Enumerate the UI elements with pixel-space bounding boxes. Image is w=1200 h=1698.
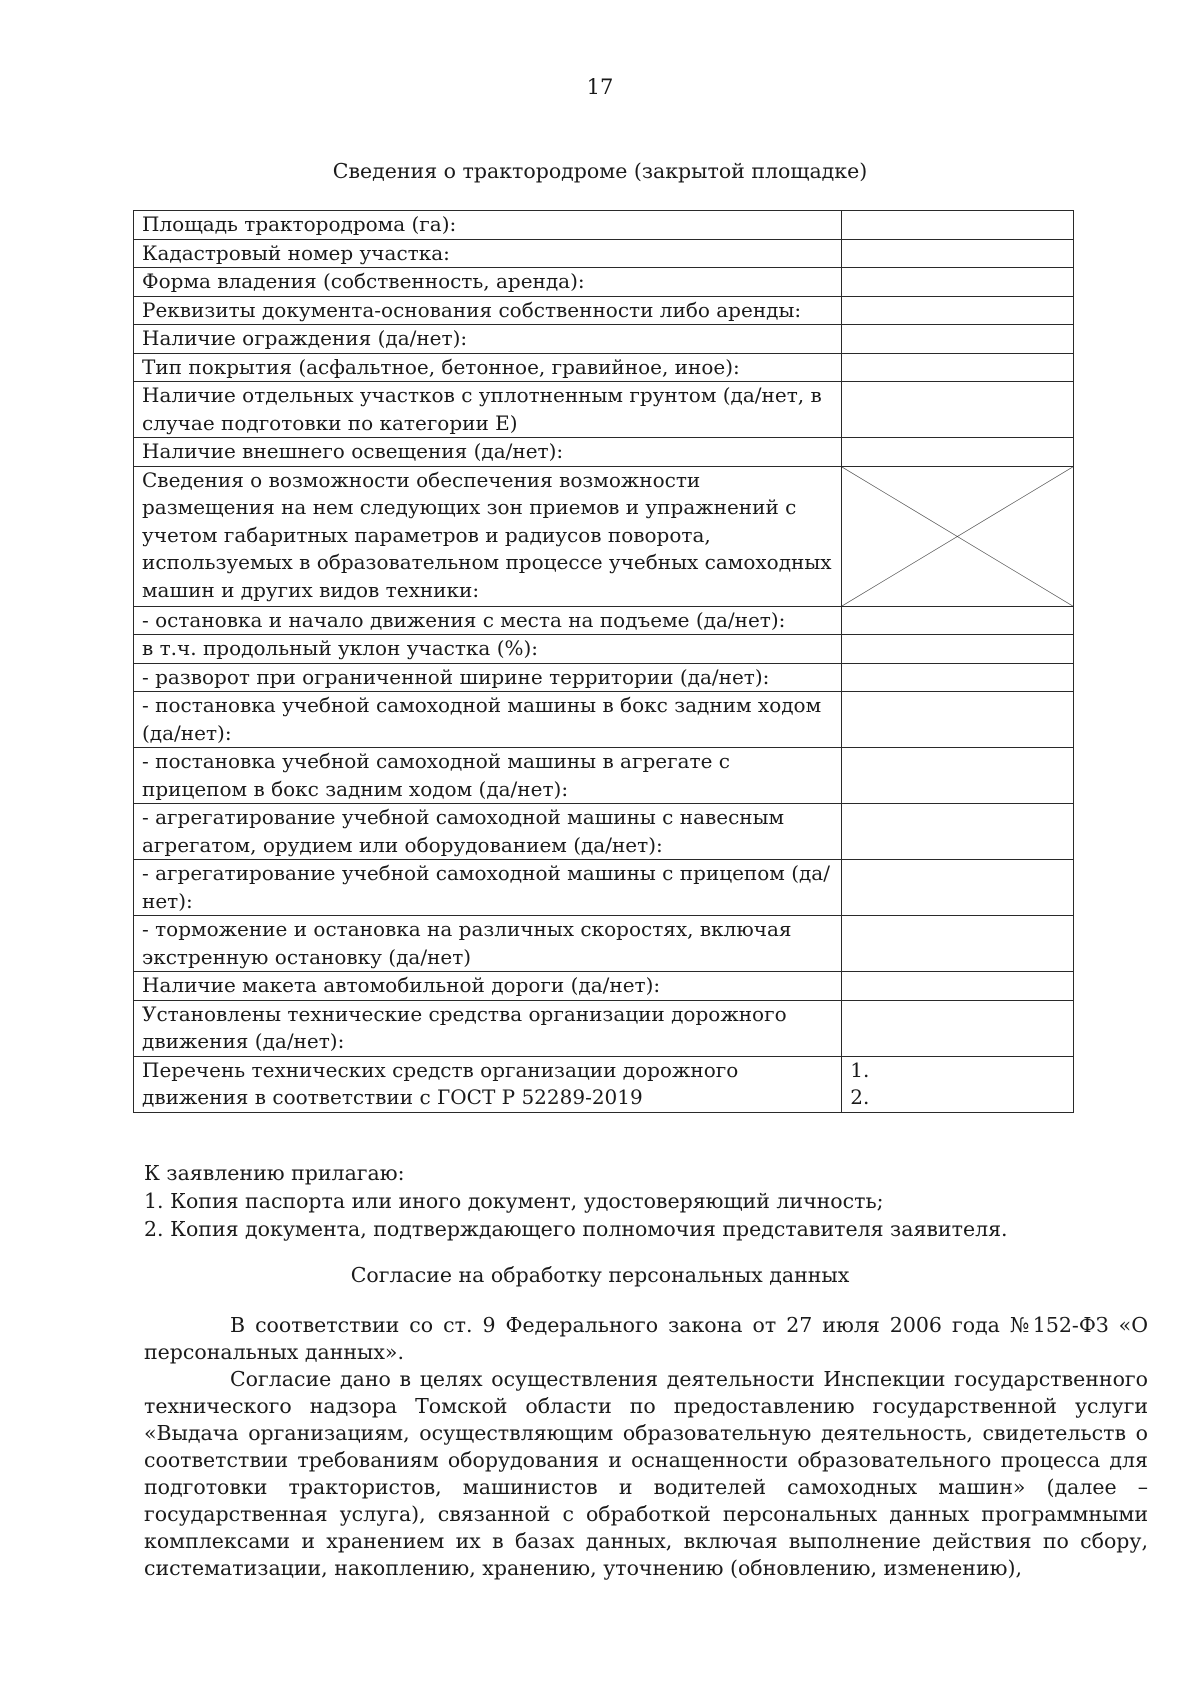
row-value-cell [842,860,1074,916]
table-title: Сведения о трактородроме (закрытой площадке) [332,159,868,183]
table-row [134,211,1074,240]
row-value-cell [842,1056,1074,1112]
table-row [134,860,1074,916]
table-row [134,438,1074,467]
row-value-cell [842,296,1074,325]
row-value-cell [842,211,1074,240]
row-value-cell [842,972,1074,1001]
table-row [134,268,1074,297]
row-label: Реквизиты документа-основания собственности либо аренды: [134,296,842,325]
row-value-cell [842,692,1074,748]
row-label: Перечень технических средств организации дорожного движения в соответствии с ГОСТ Р 52289-2019 [134,1056,842,1112]
row-label: в т.ч. продольный уклон участка (%): [134,635,842,664]
row-value-cell [842,239,1074,268]
row-value-cell [842,1000,1074,1056]
row-label: Площадь трактородрома (га): [134,211,842,240]
consent-body [144,1312,1148,1582]
row-label: Установлены технические средства организации дорожного движения (да/нет): [134,1000,842,1056]
table-row [134,296,1074,325]
row-value-cell [842,268,1074,297]
attachments-heading: К заявлению прилагаю: [144,1161,405,1185]
cross-out-mark [842,467,1073,606]
row-value-cell [842,635,1074,664]
row-label: Тип покрытия (асфальтное, бетонное, гравийное, иное): [134,353,842,382]
row-label: - агрегатирование учебной самоходной машины с навесным агрегатом, орудием или оборудованием (да/нет): [134,804,842,860]
row-label: - разворот при ограниченной ширине территории (да/нет): [134,663,842,692]
table-row [134,1056,1074,1112]
row-value-cell [842,804,1074,860]
attachments-section [144,1159,1084,1243]
table-row [134,1000,1074,1056]
attachment-item: 1. Копия паспорта или иного документ, удостоверяющий личность; [144,1189,884,1213]
row-value-cell [842,916,1074,972]
row-label: Наличие ограждения (да/нет): [134,325,842,354]
row-value-cell [842,606,1074,635]
table-row [134,382,1074,438]
page-number: 17 [586,75,614,99]
row-value-cell [842,325,1074,354]
row-label: Кадастровый номер участка: [134,239,842,268]
table-row [134,916,1074,972]
row-value-cell [842,663,1074,692]
table-row [134,239,1074,268]
table-row [134,804,1074,860]
table-row [134,353,1074,382]
consent-paragraph: Согласие дано в целях осуществления деятельности Инспекции государственного технического надзора Томской области по предоставлению государственной услуги «Выдача организациям, осуществляющим образовательную деятельность, свидетельств о соответствии требованиям оборудования и оснащенности образовательного процесса для подготовки трактористов, машинистов и водителей самоходных машин» (далее – государственная услуга), связанной с обработкой персональных данных программными комплексами и хранением их в базах данных, включая выполнение действия по сбору, систематизации, накоплению, хранению, уточнению (обновлению, изменению), [144,1367,1148,1580]
table-row [134,972,1074,1001]
table-row [134,466,1074,606]
list-number: 2. [850,1085,870,1109]
table-row [134,606,1074,635]
row-label: - торможение и остановка на различных скоростях, включая экстренную остановку (да/нет) [134,916,842,972]
consent-paragraph: В соответствии со ст. 9 Федерального закона от 27 июля 2006 года №152-ФЗ «О персональных данных». [144,1313,1148,1364]
table-row [134,635,1074,664]
crossed-out-cell [842,466,1074,606]
consent-title: Согласие на обработку персональных данных [350,1263,850,1287]
row-value-cell [842,382,1074,438]
table-row [134,692,1074,748]
tractor-ground-info-table [133,210,1074,1113]
row-label: Наличие макета автомобильной дороги (да/нет): [134,972,842,1001]
table-row [134,663,1074,692]
list-number: 1. [850,1057,870,1082]
row-value-cell [842,748,1074,804]
row-label: Форма владения (собственность, аренда): [134,268,842,297]
row-label: - постановка учебной самоходной машины в бокс задним ходом (да/нет): [134,692,842,748]
row-label: - постановка учебной самоходной машины в агрегате с прицепом в бокс задним ходом (да/нет): [134,748,842,804]
row-value-cell [842,438,1074,467]
row-label: Наличие внешнего освещения (да/нет): [134,438,842,467]
row-label: Наличие отдельных участков с уплотненным грунтом (да/нет, в случае подготовки по категории E) [134,382,842,438]
row-value-cell [842,353,1074,382]
row-label: - остановка и начало движения с места на подъеме (да/нет): [134,606,842,635]
table-row [134,325,1074,354]
table-row [134,748,1074,804]
attachment-item: 2. Копия документа, подтверждающего полномочия представителя заявителя. [144,1217,1008,1241]
row-label: Сведения о возможности обеспечения возможности размещения на нем следующих зон приемов и упражнений с учетом габаритных параметров и радиусов поворота, используемых в образовательном процессе учебных самоходных машин и других видов техники: [134,466,842,606]
row-label: - агрегатирование учебной самоходной машины с прицепом (да/нет): [134,860,842,916]
